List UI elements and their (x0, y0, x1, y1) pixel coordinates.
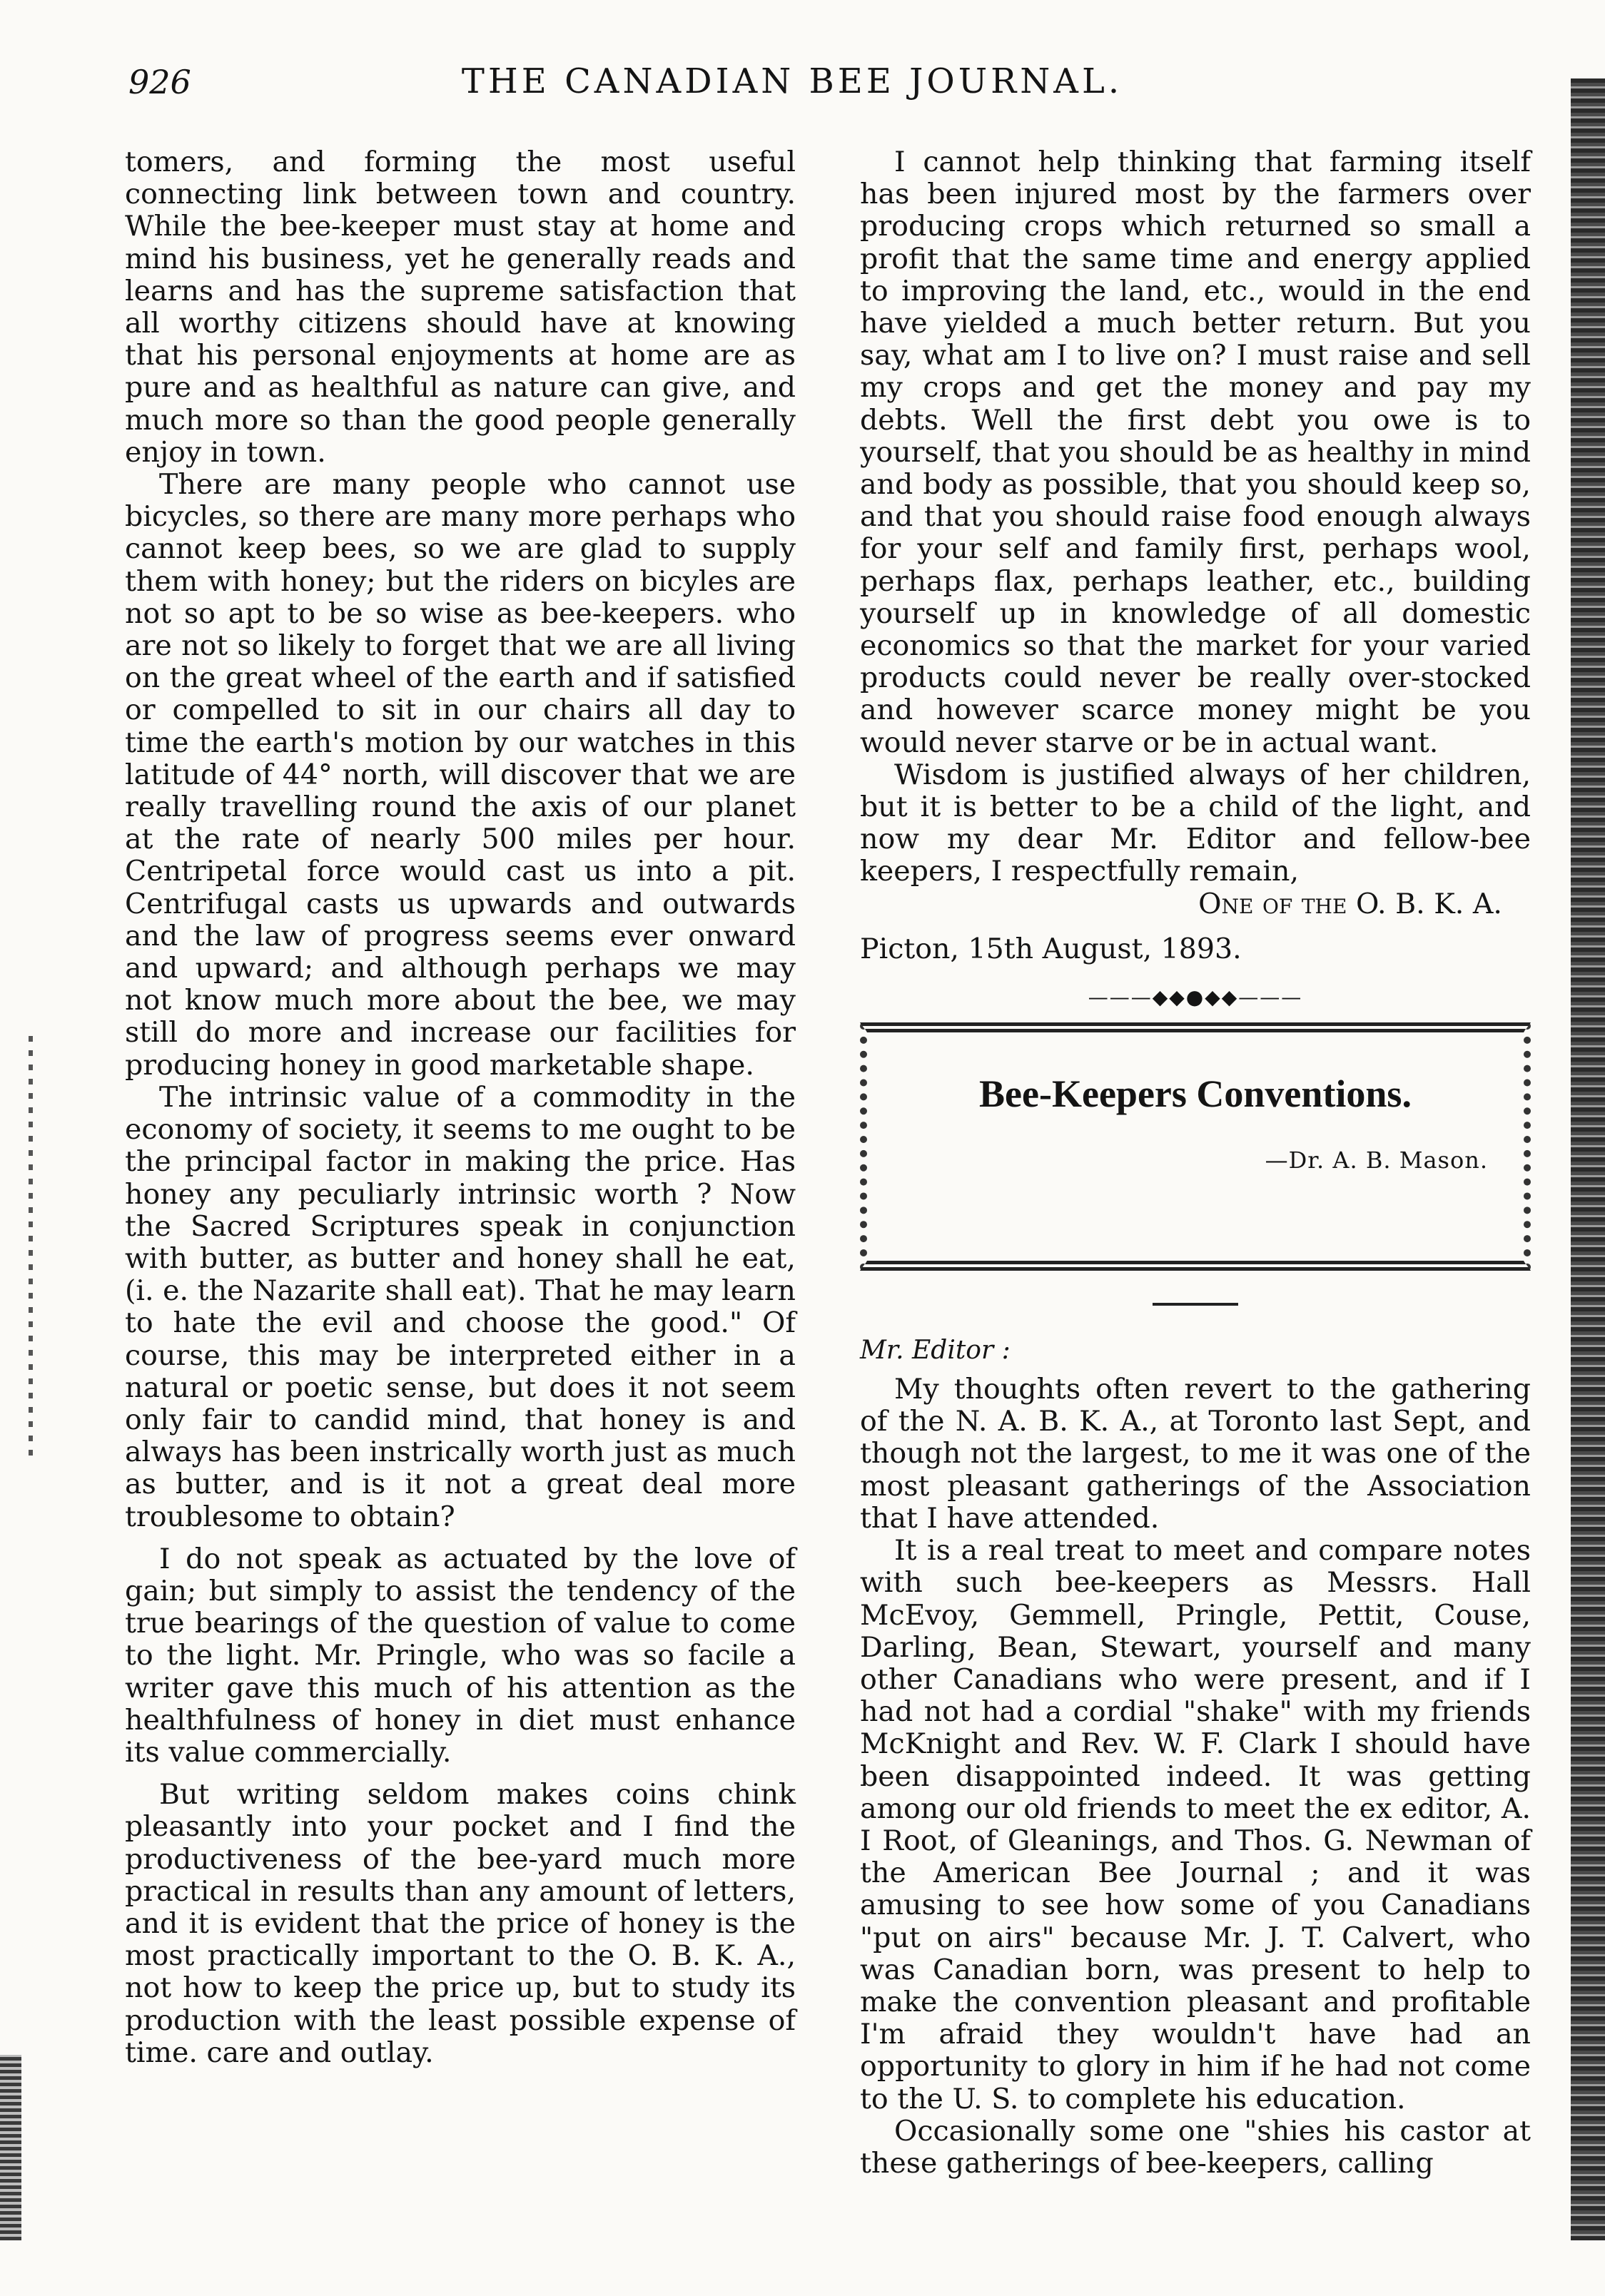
scan-edge-shadow (0, 2055, 21, 2240)
section-heading-box (860, 1022, 1531, 1271)
salutation: Mr. Editor : (860, 1336, 1011, 1366)
paragraph: tomers, and forming the most useful connecting link between town and country. While the bee-keeper must stay at home and mind his business, yet he generally reads and learns and has the supreme satisfaction that all worthy citizens should have at knowing that his personal enjoyments at home are as pure and as healthful as nature can give, and much more so than the good people generally enjoy in town. (125, 146, 796, 469)
paragraph: I do not speak as actuated by the love of gain; but simply to assist the tendency of the true bearings of the question of value to come to the light. Mr. Pringle, who was so facile a writer gave this much of his attention as the healthfulness of honey in diet must enhance its value commercially. (125, 1542, 796, 1769)
section-title: Bee-Keepers Conventions. (979, 1072, 1412, 1116)
section-author: —Dr. A. B. Mason. (1265, 1147, 1488, 1174)
scan-artifact (29, 1027, 33, 1456)
page-header (121, 63, 1463, 120)
paragraph: I cannot help thinking that farming itself has been injured most by the farmers over producing crops which returned so small a profit that the same time and energy applied to improving the land, etc., would in the end have yielded a much better return. But you say, what am I to live on? I must raise and sell my crops and get the money and pay my debts. Well the first debt you owe is to yourself, that you should be as healthy in mind and body as possible, that you should keep so, and that you should raise food enough always for your self and family first, perhaps wool, perhaps flax, perhaps leather, etc., building yourself up in knowledge of all domestic economics so that the market for your varied products could never be really over-stocked and however scarce money might be you would never starve or be in actual want. (860, 146, 1531, 759)
paragraph: My thoughts often revert to the gathering of the N. A. B. K. A., at Toronto last Sept, and though not the largest, to me it was one of the most pleasant gatherings of the Association that I have attended. (860, 1373, 1531, 1535)
paragraph: The intrinsic value of a commodity in the economy of society, it seems to me ought to be the principal factor in making the price. Has honey any peculiarly intrinsic worth ? Now the Sacred Scriptures speak in conjunction with butter, as butter and honey shall he eat, (i. e. the Nazarite shall eat). That he may learn to hate the evil and choose the good." Of course, this may be interpreted either in a natural or poetic sense, but does it not seem only fair to candid mind, that honey is and always has been instrically worth just as much as butter, and is it not a great deal more troublesome to obtain? (125, 1080, 796, 1533)
dateline: Picton, 15th August, 1893. (860, 932, 1242, 965)
divider (1153, 1303, 1238, 1306)
paragraph: It is a real treat to meet and compare notes with such bee-keepers as Messrs. Hall McEvoy, Gemmell, Pringle, Pettit, Couse, Darling, Bean, Stewart, yourself and many other Canadians who were present, and if I had not had a cordial "shake" with my friends McKnight and Rev. W. F. Clark I should have been disappointed indeed. It was getting among our old friends to meet the ex editor, A. I Root, of Gleanings, and Thos. G. Newman of the American Bee Journal ; and it was amusing to see how some of you Canadians "put on airs" because Mr. J. T. Calvert, who was Canadian born, was present to help to make the convention pleasant and profitable I'm afraid they wouldn't have had an opportunity to glory in him if he had not come to the U. S. to complete his education. (860, 1534, 1531, 2115)
paragraph: Wisdom is justified always of her children, but it is better to be a child of the light, and now my dear Mr. Editor and fellow-bee keepers, I respectfully remain, (860, 758, 1531, 888)
paragraph: There are many people who cannot use bicycles, so there are many more perhaps who cannot keep bees, so we are glad to supply them with honey; but the riders on bicyles are not so apt to be so wise as bee-keepers. who are not so likely to forget that we are all living on the great wheel of the earth and if satisfied or compelled to sit in our chairs all day to time the earth's motion by our watches in this latitude of 44° north, will discover that we are really travelling round the axis of our planet at the rate of nearly 500 miles per hour. Centripetal force would cast us into a pit. Centrifugal casts us upwards and outwards and the law of progress seems ever onward and upward; and although perhaps we may not know much more about the bee, we may still do more and increase our facilities for producing honey in good marketable shape. (125, 468, 796, 1082)
scan-edge-shadow (1571, 78, 1605, 2240)
right-column (860, 146, 1531, 2180)
page-number: 926 (128, 63, 191, 101)
paragraph: Occasionally some one "shies his castor at these gatherings of bee-keepers, calling (860, 2114, 1531, 2180)
signature: One of the O. B. K. A. (1198, 887, 1502, 920)
ornamental-divider: ———◆◆●◆◆——— (1088, 985, 1303, 1010)
paragraph: But writing seldom makes coins chink pleasantly into your pocket and I find the productiveness of the bee-yard much more practical in results than any amount of letters, and it is evident that the price of honey is the most practically important to the O. B. K. A., not how to keep the price up, but to study its production with the least possible expense of time. care and outlay. (125, 1778, 796, 2069)
left-column (125, 146, 796, 2069)
journal-title: THE CANADIAN BEE JOURNAL. (461, 61, 1123, 101)
